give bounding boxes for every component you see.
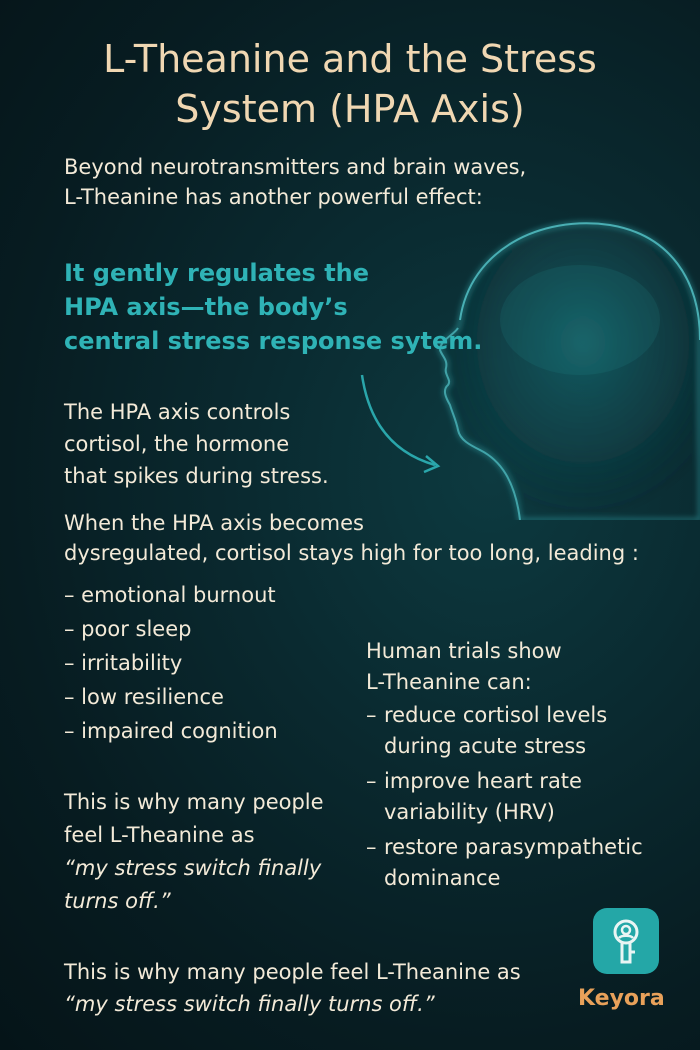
highlight-line-2: HPA axis—the body’s	[64, 293, 348, 321]
human-trials-section	[366, 636, 666, 898]
highlight-line-1: It gently regulates the	[64, 259, 370, 287]
feel-left-quote-line-2: turns off.”	[64, 889, 171, 913]
feel-left-line-1: This is why many people	[64, 790, 324, 814]
keyhole-person-icon	[604, 916, 648, 966]
intro-paragraph	[64, 152, 624, 212]
trial-item-text: restore parasympathetic dominance	[384, 835, 643, 890]
hpa-line-3: that spikes during stress.	[64, 464, 329, 488]
dash-marker: –	[366, 703, 377, 727]
hpa-line-2: cortisol, the hormone	[64, 432, 290, 456]
title-line-1: L-Theanine and the Stress	[103, 37, 597, 81]
trial-item-text: reduce cortisol levels during acute stress	[384, 703, 608, 758]
list-item	[366, 766, 666, 828]
feel-left-quote-line-1: “my stress switch finally	[64, 856, 322, 880]
feel-paragraph-left	[64, 786, 364, 918]
hpa-line-1: The HPA axis controls	[64, 400, 291, 424]
trials-heading-line-1: Human trials show	[366, 639, 562, 663]
title-line-2: System (HPA Axis)	[175, 87, 525, 131]
list-item: – low resilience	[64, 685, 224, 709]
list-item: – poor sleep	[64, 617, 192, 641]
page-title	[0, 34, 700, 134]
trial-item-text: improve heart rate variability (HRV)	[384, 769, 582, 824]
feel-bottom-line-1: This is why many people feel L-Theanine as	[64, 960, 521, 984]
feel-left-line-2: feel L-Theanine as	[64, 823, 255, 847]
intro-line-2: L-Theanine has another powerful effect:	[64, 185, 483, 209]
dysregulation-line-1: When the HPA axis becomes	[64, 511, 364, 535]
dash-marker: –	[366, 769, 377, 793]
list-item	[366, 700, 666, 762]
dash-marker: –	[366, 835, 377, 859]
feel-paragraph-bottom	[64, 956, 604, 1020]
logo-badge	[593, 908, 659, 974]
list-item: – emotional burnout	[64, 583, 276, 607]
trials-heading-line-2: L-Theanine can:	[366, 670, 532, 694]
list-item: – impaired cognition	[64, 719, 278, 743]
pointer-arrow	[362, 375, 435, 465]
highlight-line-3: central stress response sytem.	[64, 327, 483, 355]
dysregulation-paragraph	[64, 508, 684, 568]
trials-list	[366, 700, 666, 894]
list-item	[366, 832, 666, 894]
head-silhouette-illustration	[340, 200, 700, 520]
hpa-paragraph	[64, 396, 364, 492]
dysregulation-line-2: dysregulated, cortisol stays high for too long, leading :	[64, 541, 639, 565]
feel-bottom-quote: “my stress switch finally turns off.”	[64, 992, 435, 1016]
effects-list	[64, 578, 278, 748]
highlight-statement	[64, 256, 484, 358]
list-item: – irritability	[64, 651, 183, 675]
brand-logo-text: Keyora	[578, 986, 665, 1011]
intro-line-1: Beyond neurotransmitters and brain waves,	[64, 155, 527, 179]
